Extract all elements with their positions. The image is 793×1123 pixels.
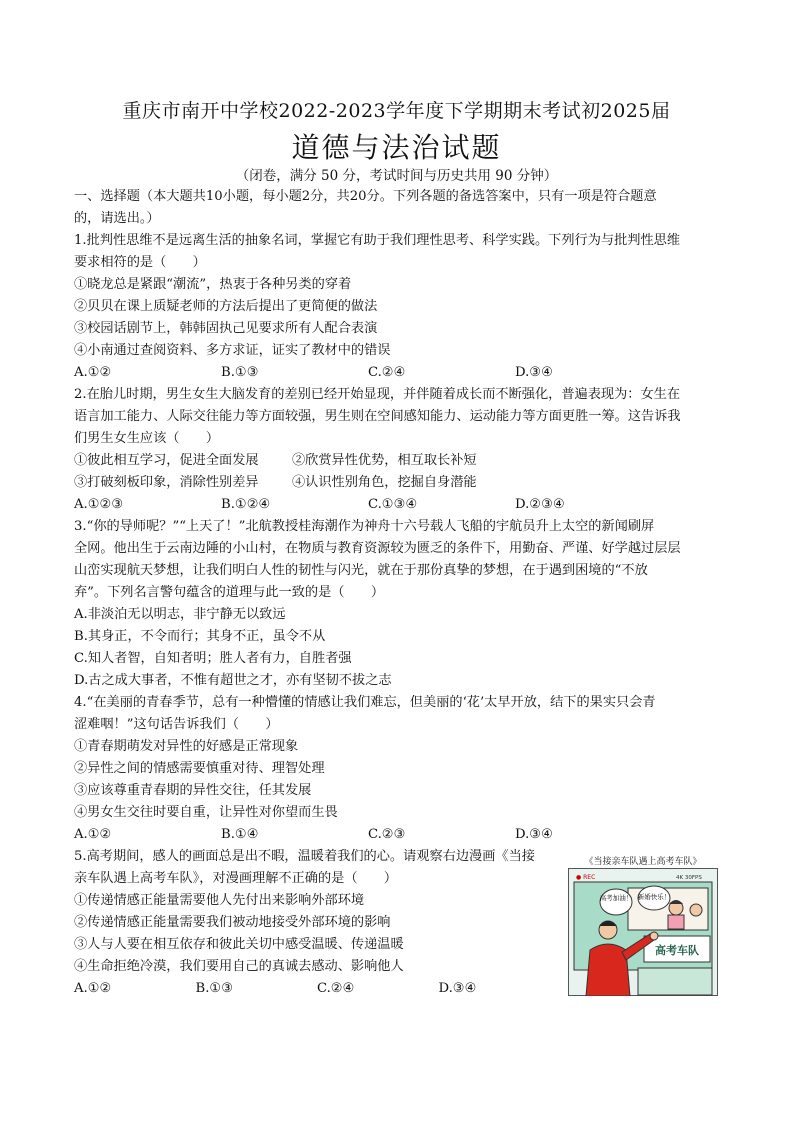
passenger-body	[668, 915, 684, 929]
school-title: 重庆市南开中学校2022-2023学年度下学期期末考试初2025届	[122, 100, 671, 122]
q4-option-d: D.③④	[515, 827, 553, 842]
q5-option-a: A.①②	[74, 981, 112, 996]
q2-statement-row	[74, 472, 720, 494]
exam-note: （闭卷，满分 50 分，考试时间与历史共用 90 分钟）	[235, 168, 558, 184]
q5-option-d: D.③④	[438, 981, 477, 996]
question-content	[74, 186, 720, 1000]
q3-option-d: D.古之成大事者，不惟有超世之才，亦有坚韧不拔之志	[74, 673, 392, 688]
q2-option-a: A.①②③	[74, 497, 124, 512]
q3-option-c: C.知人者智，自知者明；胜人者有力，自胜者强	[74, 651, 352, 666]
q5-statement: ②传递情感正能量需要我们被动地接受外部环境的影响	[74, 915, 391, 930]
section-heading: 一、选择题（本大题共10小题，每小题2分，共20分。下列各题的备选答案中，只有一项是符合题意	[74, 189, 657, 204]
q3-stem-cont: 全网。他出生于云南边陲的小山村，在物质与教育资源较为匮乏的条件下，用勤奋、严谨、好学越过层层	[74, 541, 681, 556]
q5-statement: ①传递情感正能量需要他人先付出来影响外部环境	[74, 893, 365, 908]
q1-stem: 1.批判性思维不是远离生活的抽象名词，掌握它有助于我们理性思考、科学实践。下列行为与批判性思维	[74, 233, 681, 248]
vehicle-lower	[638, 968, 712, 995]
q2-options	[74, 494, 720, 516]
q3-stem-cont: 山峦实现航天梦想，让我们明白人性的韧性与闪光，就在于那份真挚的梦想，在于遇到困境的“不放	[74, 563, 648, 578]
q2-statement-row	[74, 450, 720, 472]
q1-statement: ②贝贝在课上质疑老师的方法后提出了更简便的做法	[74, 299, 378, 314]
rec-label: ● REC	[576, 874, 596, 881]
cartoon-caption: 《当接亲车队遇上高考车队》	[584, 857, 702, 867]
subject-title: 道德与法治试题	[291, 131, 502, 164]
q2-stem-cont: 语言加工能力、人际交往能力等方面较强，男生则在空间感知能力、运动能力等方面更胜一筹。这告诉我	[74, 409, 681, 424]
q4-statement: ①青春期萌发对异性的好感是正常现象	[74, 739, 299, 754]
sign-text: 高考车队	[655, 944, 699, 957]
bubble-text-right: 新婚快乐！	[637, 893, 671, 901]
q2-option-c: C.①③④	[368, 497, 418, 512]
q1-statement: ③校园话剧节上，韩韩固执己见要求所有人配合表演	[74, 321, 378, 336]
q4-stem: 4.“在美丽的青春季节，总有一种懵懂的情感让我们难忘，但美丽的‘花’太早开放，结下的果实只会青	[74, 695, 656, 710]
q4-statement: ③应该尊重青春期的异性交往，任其发展	[74, 783, 312, 798]
q5-option-c: C.②④	[317, 981, 355, 996]
q5-options	[74, 978, 560, 1000]
cartoon-figure	[568, 856, 718, 1004]
cartoon-illustration	[568, 868, 718, 996]
man-hand	[650, 932, 658, 940]
q2-statement: ③打破刻板印象，消除性别差异	[74, 475, 259, 490]
q2-stem-cont: 们男生女生应该（ ）	[74, 431, 220, 446]
q2-stem: 2.在胎儿时期，男生女生大脑发育的差别已经开始显现，并伴随着成长而不断强化，普遍表现为：女生在	[74, 387, 681, 402]
q2-statement: ①彼此相互学习，促进全面发展	[74, 453, 259, 468]
q4-option-b: B.①④	[221, 827, 259, 842]
q1-stem-cont: 要求相符的是（ ）	[74, 255, 206, 270]
q4-option-a: A.①②	[74, 827, 112, 842]
q1-statement: ④小南通过查阅资料、多方求证，证实了教材中的错误	[74, 343, 391, 358]
q3-option-b: B.其身正，不令而行；其身不正，虽令不从	[74, 629, 326, 644]
q5-statement: ③人与人要在相互依存和彼此关切中感受温暖、传递温暖	[74, 937, 404, 952]
q1-option-a: A.①②	[74, 365, 112, 380]
q5-block	[74, 846, 720, 1000]
q1-option-c: C.②④	[368, 365, 406, 380]
q3-option-a: A.非淡泊无以明志，非宁静无以致远	[74, 607, 286, 622]
section-heading-cont: 的，请选出。）	[74, 211, 160, 226]
q3-stem-cont: 弃”。下列名言警句蕴含的道理与此一致的是（ ）	[74, 585, 385, 600]
q1-option-b: B.①③	[221, 365, 259, 380]
q5-stem: 5.高考期间，感人的画面总是出不暇，温暖着我们的心。请观察右边漫画《当接	[74, 849, 535, 864]
q4-options	[74, 824, 720, 846]
speech-bubble-left	[600, 889, 632, 915]
q1-option-d: D.③④	[515, 365, 553, 380]
q5-option-b: B.①③	[195, 981, 234, 996]
q4-statement: ④男女生交往时要自重，让异性对你望而生畏	[74, 805, 338, 820]
q2-statement: ②欣赏异性优势，相互取长补短	[292, 453, 477, 468]
hud-label: 4K 30FPS	[676, 875, 702, 881]
q4-stem-cont: 涩难咽！”这句话告诉我们（ ）	[74, 717, 279, 732]
q2-option-b: B.①②④	[221, 497, 271, 512]
q2-statement: ④认识性别角色，挖掘自身潜能	[292, 475, 477, 490]
passenger-head	[690, 904, 702, 916]
q4-statement: ②异性之间的情感需要慎重对待、理智处理	[74, 761, 325, 776]
bubble-text-left: 高考加油！	[599, 894, 633, 902]
q1-statement: ①晓龙总是紧跟“潮流”，热衷于各种另类的穿着	[74, 277, 352, 292]
q5-stem-cont: 亲车队遇上高考车队》，对漫画理解不正确的是（ ）	[74, 871, 398, 886]
q5-statement: ④生命拒绝冷漠，我们要用自己的真诚去感动、影响他人	[74, 959, 404, 974]
q2-option-d: D.②③④	[515, 497, 565, 512]
q4-option-c: C.②③	[368, 827, 406, 842]
q3-stem: 3.“你的导师呢？”“上天了！”北航教授桂海潮作为神舟十六号载人飞船的宇航员升上太空的新闻刷屏	[74, 519, 655, 534]
q1-options	[74, 362, 720, 384]
